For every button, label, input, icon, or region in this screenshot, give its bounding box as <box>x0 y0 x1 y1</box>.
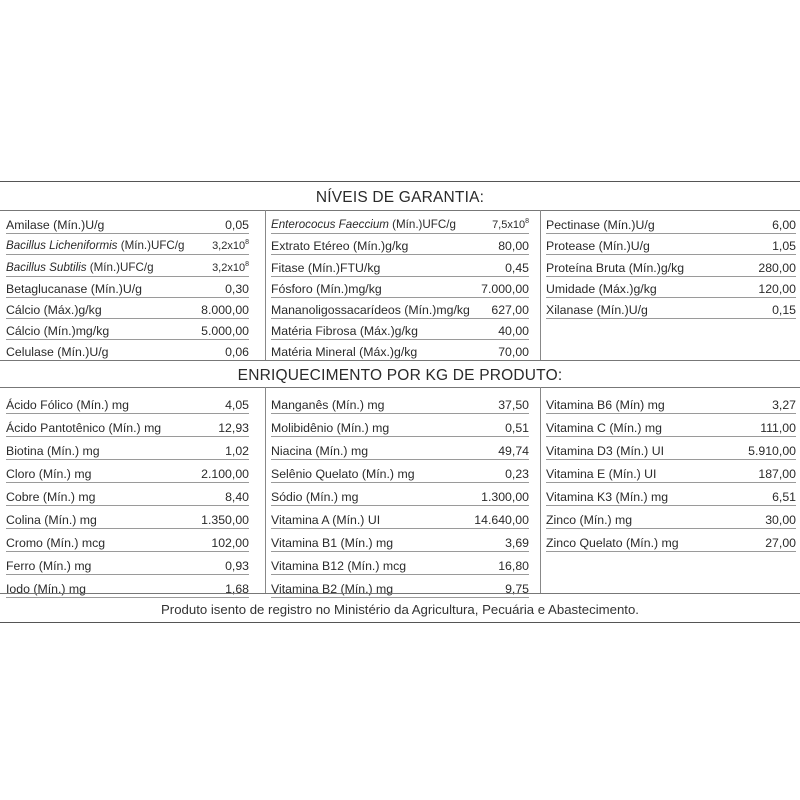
garantia-name <box>271 218 456 232</box>
enriquecimento-value: 187,00 <box>758 467 796 481</box>
enriquecimento-row <box>271 575 529 598</box>
column-divider <box>540 387 541 593</box>
enriquecimento-name: Vitamina B1 (Mín.) mg <box>271 536 394 550</box>
enriquecimento-row <box>271 414 529 437</box>
enriquecimento-row <box>271 437 529 460</box>
garantia-row <box>271 319 529 340</box>
enriquecimento-name: Zinco Quelato (Mín.) mg <box>546 536 679 550</box>
enriquecimento-value: 1,02 <box>225 444 249 458</box>
garantia-title-divider <box>0 210 800 211</box>
garantia-name: Umidade (Máx.)g/kg <box>546 281 657 296</box>
enriquecimento-name: Zinco (Mín.) mg <box>546 513 633 527</box>
enriquecimento-value: 8,40 <box>225 490 249 504</box>
enriquecimento-row <box>6 460 249 483</box>
enriquecimento-name: Molibidênio (Mín.) mg <box>271 421 390 435</box>
enriquecimento-name: Vitamina B12 (Mín.) mcg <box>271 559 407 573</box>
garantia-name: Betaglucanase (Mín.)U/g <box>6 281 143 296</box>
enriquecimento-value: 3,69 <box>505 536 529 550</box>
enriquecimento-name: Vitamina A (Mín.) UI <box>271 513 381 527</box>
column-divider <box>265 210 266 360</box>
garantia-row <box>271 213 529 234</box>
nutrition-label <box>0 181 800 623</box>
enriquecimento-row <box>546 460 796 483</box>
garantia-value: 0,05 <box>225 218 249 233</box>
garantia-row <box>6 234 249 255</box>
enriquecimento-row <box>271 483 529 506</box>
enriquecimento-name: Ácido Fólico (Mín.) mg <box>6 398 129 412</box>
enriquecimento-row <box>6 483 249 506</box>
garantia-row <box>6 213 249 234</box>
garantia-value: 7.000,00 <box>481 281 529 296</box>
column-divider <box>265 387 266 593</box>
garantia-name: Amilase (Mín.)U/g <box>6 218 105 233</box>
enriquecimento-value: 9,75 <box>505 582 529 596</box>
garantia-value: 120,00 <box>758 281 796 296</box>
enriquecimento-row <box>271 506 529 529</box>
garantia-name: Xilanase (Mín.)U/g <box>546 302 648 317</box>
enriquecimento-name: Ferro (Mín.) mg <box>6 559 92 573</box>
enriquecimento-name: Vitamina E (Mín.) UI <box>546 467 657 481</box>
enriquecimento-name: Vitamina B6 (Mín) mg <box>546 398 665 412</box>
value-base: 3,2x10 <box>212 240 246 253</box>
enriquecimento-name: Iodo (Mín.) mg <box>6 582 86 596</box>
garantia-value: 0,15 <box>772 302 796 317</box>
enriquecimento-name: Colina (Mín.) mg <box>6 513 97 527</box>
enriquecimento-row <box>546 414 796 437</box>
garantia-name <box>6 261 154 275</box>
enriquecimento-name: Niacina (Mín.) mg <box>271 444 369 458</box>
garantia-row <box>6 255 249 276</box>
garantia-value: 0,30 <box>225 281 249 296</box>
unit-text: (Mín.)UFC/g <box>86 260 154 274</box>
garantia-row <box>546 234 796 255</box>
garantia-name: Fósforo (Mín.)mg/kg <box>271 281 382 296</box>
garantia-value <box>492 215 529 232</box>
enriquecimento-row <box>6 575 249 598</box>
garantia-value: 0,45 <box>505 260 529 275</box>
enriquecimento-title: ENRIQUECIMENTO POR KG DE PRODUTO: <box>237 367 563 384</box>
value-exponent: 8 <box>525 218 529 226</box>
species-name: Bacillus Licheniformis <box>6 239 118 253</box>
enriquecimento-row <box>6 506 249 529</box>
garantia-name: Cálcio (Mín.)mg/kg <box>6 324 110 339</box>
enriquecimento-name: Biotina (Mín.) mg <box>6 444 100 458</box>
enriquecimento-value: 111,00 <box>760 421 796 435</box>
enriquecimento-row <box>546 529 796 552</box>
garantia-row <box>271 340 529 361</box>
enriquecimento-value: 1.350,00 <box>201 513 249 527</box>
enriquecimento-value: 102,00 <box>211 536 249 550</box>
garantia-row <box>6 298 249 319</box>
garantia-row <box>546 298 796 319</box>
enriquecimento-row <box>6 414 249 437</box>
garantia-name: Celulase (Mín.)U/g <box>6 345 109 360</box>
garantia-row <box>271 277 529 298</box>
garantia-name: Matéria Fibrosa (Máx.)g/kg <box>271 324 418 339</box>
enriquecimento-value: 37,50 <box>498 398 529 412</box>
garantia-value: 5.000,00 <box>201 324 249 339</box>
enriquecimento-row <box>6 391 249 414</box>
enriquecimento-value: 0,23 <box>505 467 529 481</box>
enriquecimento-value: 14.640,00 <box>474 513 529 527</box>
enriquecimento-row <box>271 391 529 414</box>
value-exponent: 8 <box>245 239 249 247</box>
garantia-name: Fitase (Mín.)FTU/kg <box>271 260 381 275</box>
value-base: 7,5x10 <box>492 219 526 232</box>
garantia-row <box>6 277 249 298</box>
footer-divider <box>0 593 800 594</box>
enriquecimento-title-divider <box>0 387 800 388</box>
enriquecimento-row <box>546 506 796 529</box>
garantia-row <box>6 319 249 340</box>
footer-note: Produto isento de registro no Ministério da Agricultura, Pecuária e Abastecimento. <box>161 602 639 617</box>
garantia-value: 280,00 <box>758 260 796 275</box>
enriquecimento-row <box>271 529 529 552</box>
unit-text: (Mín.)UFC/g <box>117 239 185 253</box>
garantia-row <box>271 298 529 319</box>
garantia-value: 627,00 <box>491 302 529 317</box>
garantia-row <box>6 340 249 361</box>
enriquecimento-name: Vitamina D3 (Mín.) UI <box>546 444 664 458</box>
enriquecimento-name: Ácido Pantotênico (Mín.) mg <box>6 421 162 435</box>
garantia-name: Matéria Mineral (Máx.)g/kg <box>271 345 418 360</box>
garantia-row <box>271 234 529 255</box>
enriquecimento-name: Cromo (Mín.) mcg <box>6 536 106 550</box>
enriquecimento-value: 49,74 <box>498 444 529 458</box>
enriquecimento-value: 1,68 <box>225 582 249 596</box>
enriquecimento-name: Vitamina K3 (Mín.) mg <box>546 490 669 504</box>
enriquecimento-value: 3,27 <box>772 398 796 412</box>
garantia-name <box>6 239 184 253</box>
garantia-name: Extrato Etéreo (Mín.)g/kg <box>271 239 409 254</box>
enriquecimento-value: 5.910,00 <box>748 444 796 458</box>
garantia-row <box>546 213 796 234</box>
enriquecimento-name: Cloro (Mín.) mg <box>6 467 92 481</box>
garantia-value <box>212 258 249 275</box>
enriquecimento-value: 0,93 <box>225 559 249 573</box>
enriquecimento-name: Selênio Quelato (Mín.) mg <box>271 467 415 481</box>
enriquecimento-name: Manganês (Mín.) mg <box>271 398 385 412</box>
species-name: Bacillus Subtilis <box>6 260 87 274</box>
enriquecimento-value: 6,51 <box>772 490 796 504</box>
enriquecimento-row <box>546 391 796 414</box>
section-divider <box>0 360 800 361</box>
garantia-value: 80,00 <box>498 239 529 254</box>
species-name: Enterococus Faeccium <box>271 218 389 232</box>
enriquecimento-value: 1.300,00 <box>481 490 529 504</box>
enriquecimento-name: Sódio (Mín.) mg <box>271 490 359 504</box>
enriquecimento-row <box>271 552 529 575</box>
garantia-value: 40,00 <box>498 324 529 339</box>
garantia-row <box>546 277 796 298</box>
value-exponent: 8 <box>245 260 249 268</box>
enriquecimento-value: 2.100,00 <box>201 467 249 481</box>
enriquecimento-row <box>546 483 796 506</box>
garantia-value: 1,05 <box>772 239 796 254</box>
garantia-name: Proteína Bruta (Mín.)g/kg <box>546 260 685 275</box>
garantia-row <box>271 255 529 276</box>
garantia-row <box>546 255 796 276</box>
enriquecimento-value: 12,93 <box>218 421 249 435</box>
garantia-name: Pectinase (Mín.)U/g <box>546 218 655 233</box>
enriquecimento-value: 30,00 <box>765 513 796 527</box>
enriquecimento-value: 0,51 <box>505 421 529 435</box>
enriquecimento-value: 4,05 <box>225 398 249 412</box>
enriquecimento-row <box>6 552 249 575</box>
garantia-title: NÍVEIS DE GARANTIA: <box>315 189 485 206</box>
enriquecimento-row <box>6 437 249 460</box>
enriquecimento-value: 27,00 <box>765 536 796 550</box>
garantia-value: 6,00 <box>772 218 796 233</box>
enriquecimento-name: Vitamina C (Mín.) mg <box>546 421 662 435</box>
garantia-value: 0,06 <box>225 345 249 360</box>
garantia-value: 8.000,00 <box>201 302 249 317</box>
enriquecimento-row <box>6 529 249 552</box>
garantia-value: 70,00 <box>498 345 529 360</box>
enriquecimento-row <box>546 437 796 460</box>
garantia-name: Mananoligossacarídeos (Mín.)mg/kg <box>271 302 470 317</box>
column-divider <box>540 210 541 360</box>
unit-text: (Mín.)UFC/g <box>388 218 456 232</box>
garantia-name: Cálcio (Máx.)g/kg <box>6 302 102 317</box>
enriquecimento-row <box>271 460 529 483</box>
enriquecimento-value: 16,80 <box>498 559 529 573</box>
value-base: 3,2x10 <box>212 261 246 274</box>
garantia-name: Protease (Mín.)U/g <box>546 239 650 254</box>
garantia-value <box>212 236 249 253</box>
enriquecimento-name: Vitamina B2 (Mín.) mg <box>271 582 394 596</box>
enriquecimento-name: Cobre (Mín.) mg <box>6 490 96 504</box>
